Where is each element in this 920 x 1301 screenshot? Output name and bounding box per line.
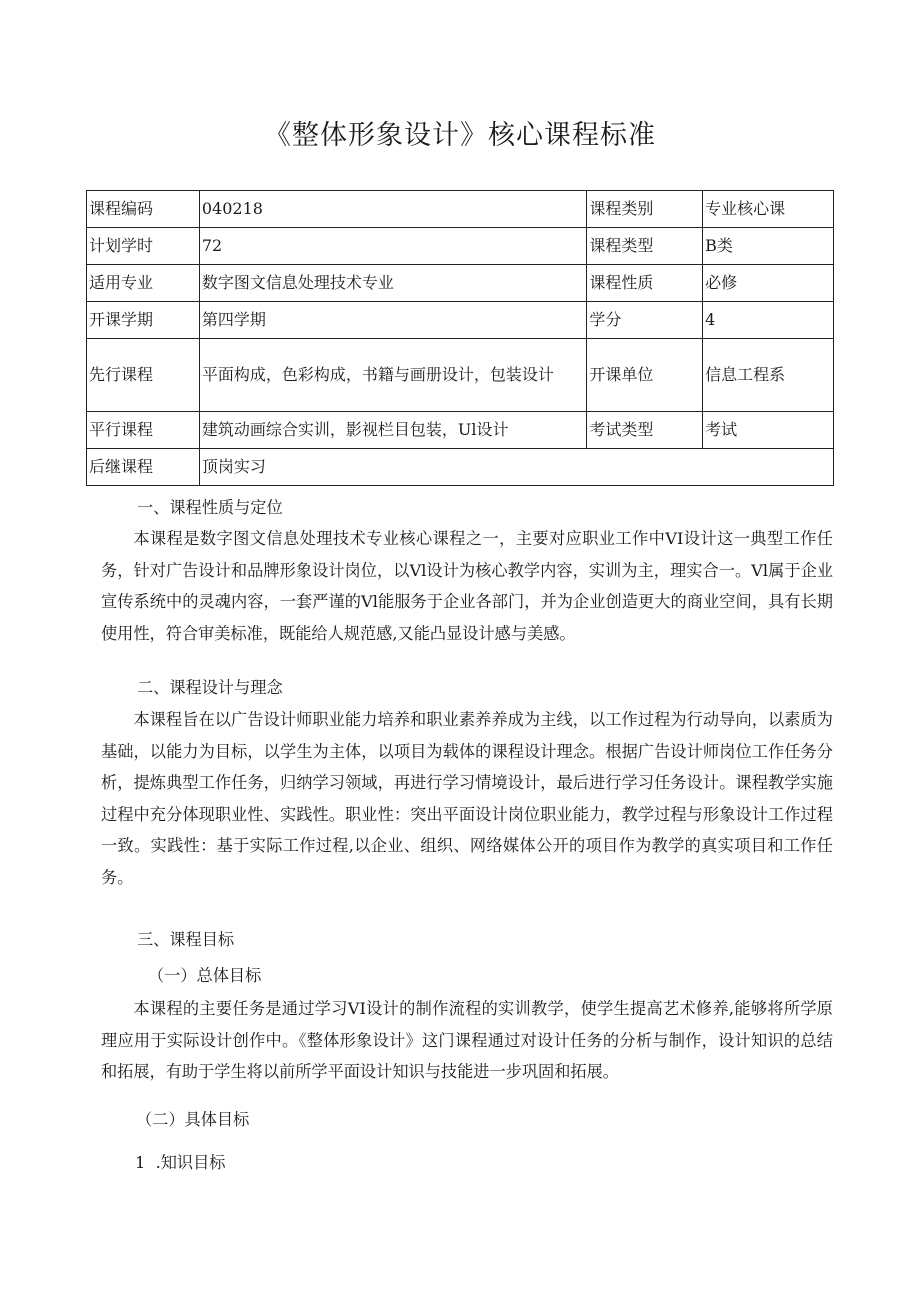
- table-label: 后继课程: [87, 449, 200, 486]
- table-label: 考试类型: [587, 412, 703, 449]
- table-value: 专业核心课: [703, 191, 834, 228]
- table-row: [87, 228, 834, 265]
- table-value: 040218: [199, 191, 586, 228]
- table-row: [87, 449, 834, 486]
- section-heading-nature: 一、课程性质与定位: [137, 498, 283, 517]
- course-info-table: [86, 190, 834, 486]
- table-label: 课程类型: [587, 228, 703, 265]
- table-label: 开课单位: [587, 339, 703, 412]
- table-label: 课程类别: [587, 191, 703, 228]
- table-label: 计划学时: [87, 228, 200, 265]
- table-label: 学分: [587, 302, 703, 339]
- table-row: [87, 339, 834, 412]
- table-value: 4: [703, 302, 834, 339]
- subheading-overall-goal: （一）总体目标: [148, 966, 262, 985]
- table-value: 建筑动画综合实训，影视栏目包装，Ul设计: [199, 412, 586, 449]
- list-item-knowledge-goal: 1 .知识目标: [135, 1153, 226, 1172]
- table-row: [87, 412, 834, 449]
- table-label: 先行课程: [87, 339, 200, 412]
- table-value: 必修: [703, 265, 834, 302]
- table-value: 顶岗实习: [199, 449, 833, 486]
- table-value: B类: [703, 228, 834, 265]
- paragraph-design: 本课程旨在以广告设计师职业能力培养和职业素养养成为主线，以工作过程为行动导向，以素质为基础，以能力为目标，以学生为主体，以项目为载体的课程设计理念。根据广告设计师岗位工作任务分析，提炼典型工作任务，归纳学习领域，再进行学习情境设计，最后进行学习任务设计。课程教学实施过程中充分体现职业性、实践性。职业性：突出平面设计岗位职业能力，教学过程与形象设计工作过程一致。实践性：基于实际工作过程,以企业、组织、网络媒体公开的项目作为教学的真实项目和工作任务。: [101, 710, 833, 887]
- paragraph-overall-goal: 本课程的主要任务是通过学习VI设计的制作流程的实训教学，使学生提高艺术修养,能够将所学原理应用于实际设计创作中。《整体形象设计》这门课程通过对设计任务的分析与制作，设计知识的总结和拓展，有助于学生将以前所学平面设计知识与技能进一步巩固和拓展。: [101, 999, 833, 1081]
- table-row: [87, 302, 834, 339]
- table-label: 课程编码: [87, 191, 200, 228]
- paragraph-nature: 本课程是数字图文信息处理技术专业核心课程之一，主要对应职业工作中VI设计这一典型工作任务，针对广告设计和品牌形象设计岗位，以Vl设计为核心教学内容，实训为主，理实合一。Vl属于企业宣传系统中的灵魂内容，一套严谨的Vl能服务于企业各部门，并为企业创造更大的商业空间，具有长期使用性，符合审美标准，既能给人规范感,又能凸显设计感与美感。: [101, 529, 833, 643]
- page-title: 《整体形象设计》核心课程标准: [264, 120, 656, 151]
- table-value: 平面构成，色彩构成，书籍与画册设计，包装设计: [199, 339, 586, 412]
- table-label: 课程性质: [587, 265, 703, 302]
- subheading-specific-goal: （二）具体目标: [136, 1110, 250, 1129]
- table-value: 考试: [703, 412, 834, 449]
- table-value: 72: [199, 228, 586, 265]
- table-row: [87, 191, 834, 228]
- section-heading-design: 二、课程设计与理念: [137, 678, 283, 697]
- table-row: [87, 265, 834, 302]
- section-heading-goals: 三、课程目标: [137, 930, 235, 949]
- table-value: 数字图文信息处理技术专业: [199, 265, 586, 302]
- table-label: 开课学期: [87, 302, 200, 339]
- table-value: 信息工程系: [703, 339, 834, 412]
- table-label: 平行课程: [87, 412, 200, 449]
- table-value: 第四学期: [199, 302, 586, 339]
- table-label: 适用专业: [87, 265, 200, 302]
